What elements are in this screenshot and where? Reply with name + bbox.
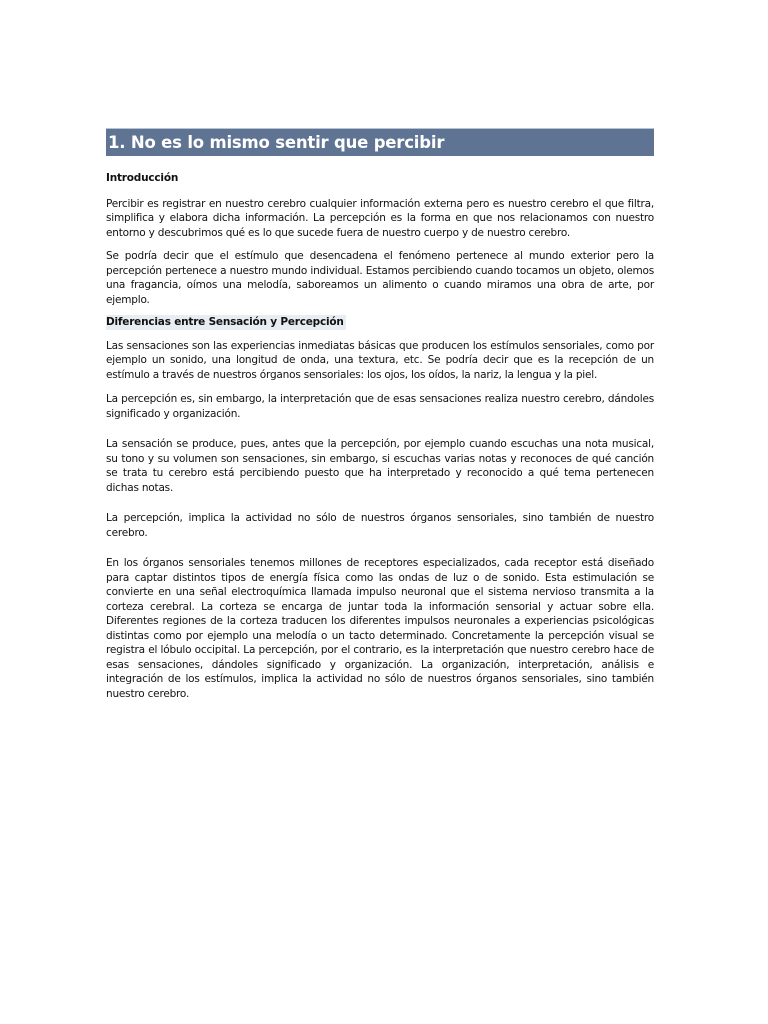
intro-paragraph-2: Se podría decir que el estímulo que desencadena el fenómeno pertenece al mundo exterior pero la percepción pertenece a nuestro mundo individual. Estamos percibiendo cuando tocamos un objeto, olemos una fragancia, oímos una melodía, saboreamos un alimento o cuando miramos una obra de arte, por ejemplo.	[106, 250, 654, 306]
page-title: 1. No es lo mismo sentir que percibir	[108, 133, 445, 152]
differences-heading: Diferencias entre Sensación y Percepción	[106, 316, 344, 328]
title-bar	[106, 128, 654, 156]
diff-paragraph-3: La sensación se produce, pues, antes que la percepción, por ejemplo cuando escuchas una nota musical, su tono y su volumen son sensaciones, sin embargo, si escuchas varias notas y reconoces de qué canción se trata tu cerebro está percibiendo puesto que ha interpretado y reconocido a qué tema pertenecen dichas notas.	[106, 438, 654, 494]
diff-paragraph-1: Las sensaciones son las experiencias inmediatas básicas que producen los estímulos sensoriales, como por ejemplo un sonido, una longitud de onda, una textura, etc. Se podría decir que es la recepción de un estímulo a través de nuestros órganos sensoriales: los ojos, los oídos, la nariz, la lengua y la piel.	[106, 339, 654, 381]
diff-paragraph-5: En los órganos sensoriales tenemos millones de receptores especializados, cada receptor está diseñado para captar distintos tipos de energía física como las ondas de luz o de sonido. Esta estimulación se convierte en una señal electroquímica llamada impulso neuronal que el sistema nervioso transmita a la corteza cerebral. La corteza se encarga de juntar toda la información sensorial y actuar sobre ella. Diferentes regiones de la corteza traducen los diferentes impulsos neuronales a experiencias psicológicas distintas como por ejemplo una melodía o un tacto determinado. Concretamente la percepción visual se registra el lóbulo occipital. La percepción, por el contrario, es la interpretación que nuestro cerebro hace de esas sensaciones, dándoles significado y organización. La organización, interpretación, análisis e integración de los estímulos, implica la actividad no sólo de nuestros órganos sensoriales, sino también nuestro cerebro.	[106, 557, 654, 700]
diff-paragraph-4: La percepción, implica la actividad no sólo de nuestros órganos sensoriales, sino también de nuestro cerebro.	[106, 512, 654, 539]
diff-paragraph-2: La percepción es, sin embargo, la interpretación que de esas sensaciones realiza nuestro cerebro, dándoles significado y organización.	[106, 393, 654, 420]
document-page	[106, 128, 654, 701]
intro-heading: Introducción	[106, 172, 179, 184]
intro-paragraph-1: Percibir es registrar en nuestro cerebro cualquier información externa pero es nuestro cerebro el que filtra, simplifica y elabora dicha información. La percepción es la forma en que nos relacionamos con nuestro entorno y descubrimos qué es lo que sucede fuera de nuestro cuerpo y de nuestro cerebro.	[106, 197, 654, 239]
